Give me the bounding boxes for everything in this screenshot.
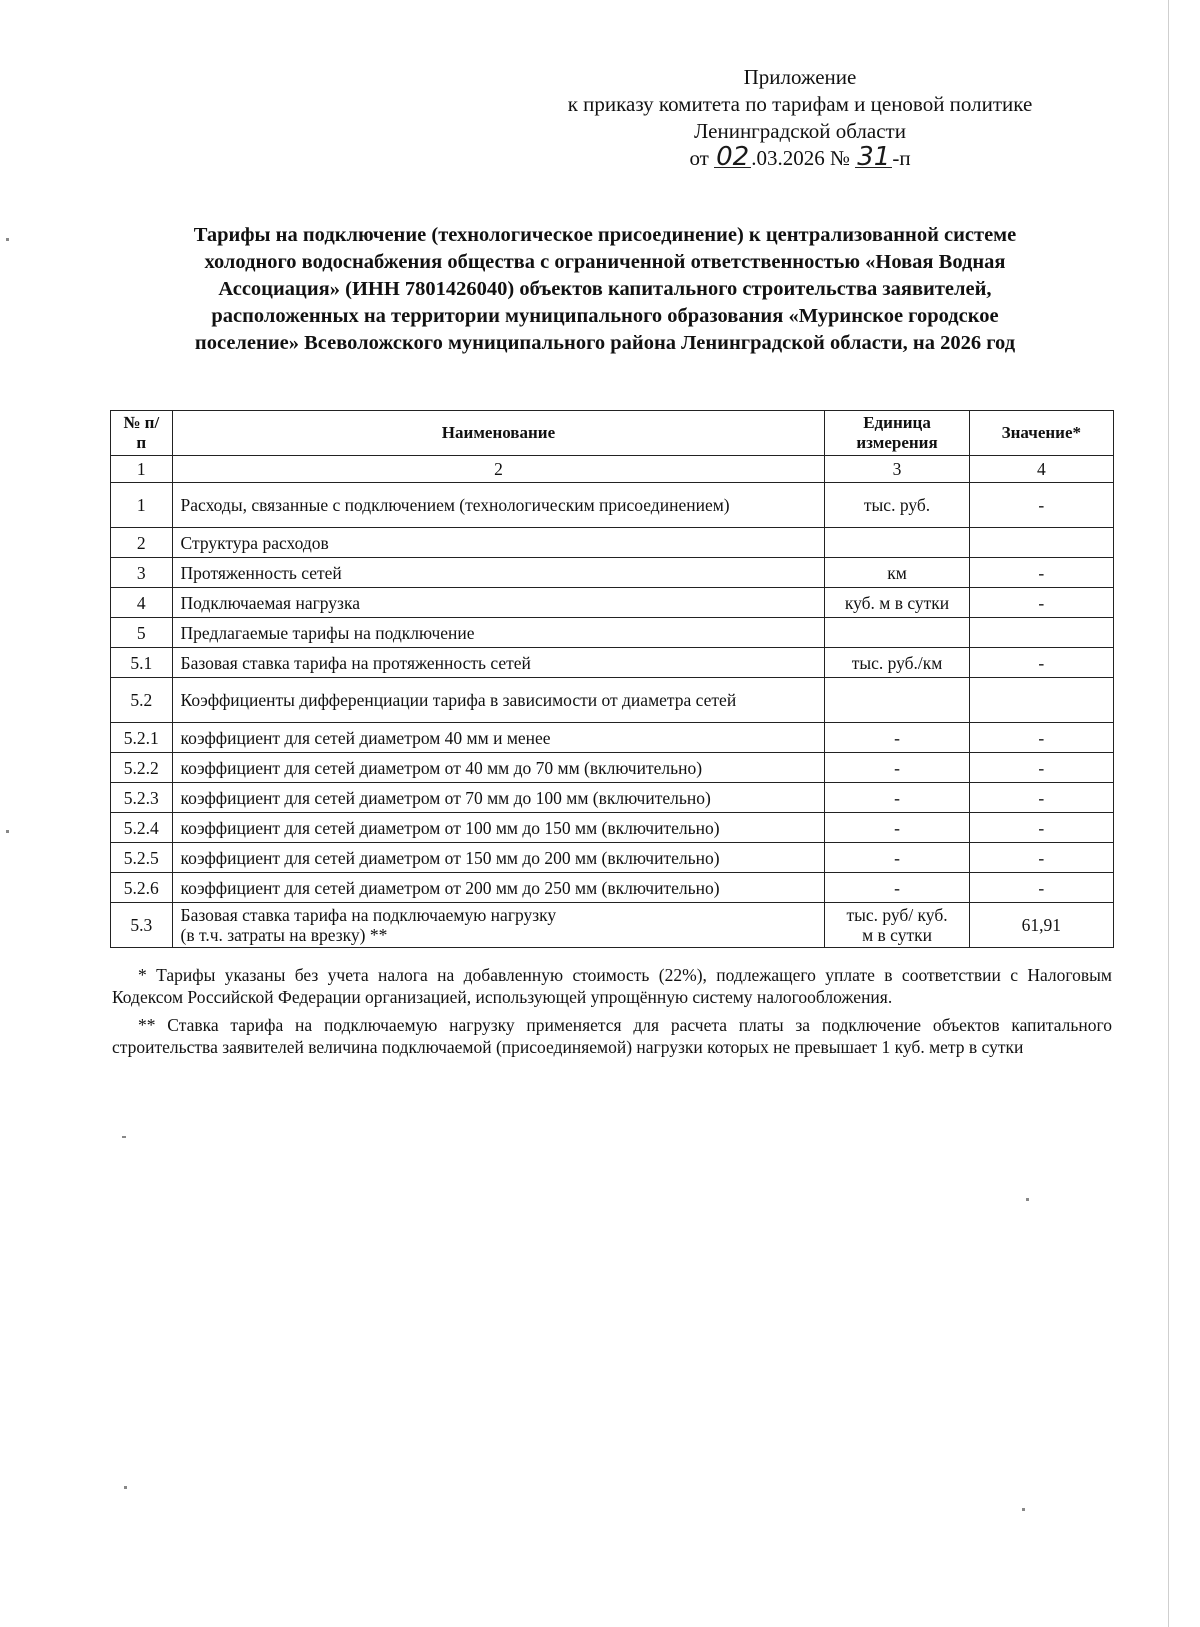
footnote-load-rate: ** Ставка тарифа на подключаемую нагрузку применяется для расчета платы за подключение объектов капитального строительства заявителей величина подключаемой (присоединяемой) нагрузки которых не превышает 1 куб. метр в сутки xyxy=(112,1015,1112,1057)
row-unit-line: тыс. руб/ куб. xyxy=(846,905,948,925)
appendix-order-ref: к приказу комитета по тарифам и ценовой политике xyxy=(567,92,1033,116)
table-row xyxy=(111,618,1114,648)
title-line: холодного водоснабжения общества с ограниченной ответственностью «Новая Водная xyxy=(204,251,1006,273)
handwritten-order-number: 31 xyxy=(857,142,891,172)
scan-speck xyxy=(1026,1198,1029,1201)
row-name-line: Базовая ставка тарифа на подключаемую нагрузку xyxy=(180,905,557,925)
row-value: - xyxy=(969,843,1113,873)
row-num: 3 xyxy=(111,558,173,588)
header-value: Значение* xyxy=(969,411,1113,456)
table-header-row xyxy=(111,411,1114,456)
row-value: - xyxy=(969,588,1113,618)
handwritten-day: 02 xyxy=(716,142,750,172)
date-rest: .03.2026 № xyxy=(751,146,850,170)
title-line: Ассоциация» (ИНН 7801426040) объектов капитального строительства заявителей, xyxy=(218,278,992,300)
row-unit: - xyxy=(825,843,969,873)
order-suffix: -п xyxy=(892,146,911,170)
row-unit xyxy=(825,618,969,648)
row-num: 5.2.4 xyxy=(111,813,173,843)
table-row xyxy=(111,783,1114,813)
row-value: - xyxy=(969,783,1113,813)
row-name: Базовая ставка тарифа на протяженность сетей xyxy=(172,648,825,678)
index-cell: 1 xyxy=(111,456,173,483)
row-num: 5.2.5 xyxy=(111,843,173,873)
row-value: - xyxy=(969,648,1113,678)
row-unit: - xyxy=(825,783,969,813)
row-name: коэффициент для сетей диаметром от 100 мм до 150 мм (включительно) xyxy=(172,813,825,843)
appendix-header xyxy=(520,64,1080,172)
scan-speck xyxy=(124,1486,127,1489)
row-unit: тыс. руб. xyxy=(825,483,969,528)
row-name xyxy=(172,903,825,948)
index-cell: 2 xyxy=(172,456,825,483)
scan-speck xyxy=(122,1136,126,1138)
row-num: 4 xyxy=(111,588,173,618)
row-value xyxy=(969,618,1113,648)
row-num: 5.2 xyxy=(111,678,173,723)
footnote-vat: * Тарифы указаны без учета налога на добавленную стоимость (22%), подлежащего уплате в соответствии с Налоговым Кодексом Российской Федерации организацией, использующей упрощённую систему налогообложения. xyxy=(112,965,1112,1007)
scan-speck xyxy=(6,830,9,833)
date-prefix: от xyxy=(689,146,709,170)
row-unit: км xyxy=(825,558,969,588)
row-value: 61,91 xyxy=(969,903,1113,948)
table-row xyxy=(111,903,1114,948)
appendix-date-line xyxy=(520,142,1080,172)
row-name: Расходы, связанные с подключением (технологическим присоединением) xyxy=(172,483,825,528)
appendix-region: Ленинградской области xyxy=(694,119,906,143)
row-unit xyxy=(825,528,969,558)
title-line: расположенных на территории муниципального образования «Муринское городское xyxy=(211,305,999,327)
row-name: коэффициент для сетей диаметром 40 мм и менее xyxy=(172,723,825,753)
header-unit: Единица измерения xyxy=(825,411,969,456)
column-index-row xyxy=(111,456,1114,483)
row-unit-line: м в сутки xyxy=(862,925,932,945)
row-num: 5.3 xyxy=(111,903,173,948)
row-num: 5.2.6 xyxy=(111,873,173,903)
row-num: 5.2.3 xyxy=(111,783,173,813)
row-unit: тыс. руб./км xyxy=(825,648,969,678)
row-unit: - xyxy=(825,723,969,753)
table-row xyxy=(111,528,1114,558)
row-num: 5.2.2 xyxy=(111,753,173,783)
tariff-table xyxy=(110,410,1114,948)
row-name: Структура расходов xyxy=(172,528,825,558)
row-value xyxy=(969,678,1113,723)
scan-speck xyxy=(6,238,9,241)
row-name: коэффициент для сетей диаметром от 200 мм до 250 мм (включительно) xyxy=(172,873,825,903)
row-value: - xyxy=(969,723,1113,753)
table-row xyxy=(111,588,1114,618)
row-name: Протяженность сетей xyxy=(172,558,825,588)
title-line: Тарифы на подключение (технологическое присоединение) к централизованной системе xyxy=(193,224,1017,246)
table-row xyxy=(111,813,1114,843)
row-num: 5 xyxy=(111,618,173,648)
table-row xyxy=(111,723,1114,753)
table-row xyxy=(111,648,1114,678)
row-num: 5.2.1 xyxy=(111,723,173,753)
row-unit: куб. м в сутки xyxy=(825,588,969,618)
index-cell: 4 xyxy=(969,456,1113,483)
appendix-label: Приложение xyxy=(743,65,857,89)
table-row xyxy=(111,873,1114,903)
row-unit: - xyxy=(825,873,969,903)
row-name: коэффициент для сетей диаметром от 40 мм до 70 мм (включительно) xyxy=(172,753,825,783)
table-row xyxy=(111,678,1114,723)
table-row xyxy=(111,558,1114,588)
row-value: - xyxy=(969,483,1113,528)
row-unit: - xyxy=(825,813,969,843)
index-cell: 3 xyxy=(825,456,969,483)
row-unit: - xyxy=(825,753,969,783)
row-unit xyxy=(825,678,969,723)
footnotes xyxy=(112,964,1112,1064)
scan-edge-line xyxy=(1168,0,1169,1627)
row-value: - xyxy=(969,558,1113,588)
row-name: коэффициент для сетей диаметром от 150 мм до 200 мм (включительно) xyxy=(172,843,825,873)
row-name: Коэффициенты дифференциации тарифа в зависимости от диаметра сетей xyxy=(172,678,825,723)
row-num: 1 xyxy=(111,483,173,528)
row-num: 2 xyxy=(111,528,173,558)
document-title xyxy=(105,222,1105,357)
row-name: коэффициент для сетей диаметром от 70 мм до 100 мм (включительно) xyxy=(172,783,825,813)
row-name: Предлагаемые тарифы на подключение xyxy=(172,618,825,648)
table-row xyxy=(111,753,1114,783)
row-value: - xyxy=(969,813,1113,843)
row-name-line: (в т.ч. затраты на врезку) ** xyxy=(180,925,388,945)
row-value: - xyxy=(969,873,1113,903)
table-row xyxy=(111,483,1114,528)
title-line: поселение» Всеволожского муниципального района Ленинградской области, на 2026 год xyxy=(194,332,1016,354)
row-num: 5.1 xyxy=(111,648,173,678)
row-unit xyxy=(825,903,969,948)
header-num: № п/п xyxy=(111,411,173,456)
row-value: - xyxy=(969,753,1113,783)
table-row xyxy=(111,843,1114,873)
row-value xyxy=(969,528,1113,558)
scan-speck xyxy=(1022,1508,1025,1511)
row-name: Подключаемая нагрузка xyxy=(172,588,825,618)
header-name: Наименование xyxy=(172,411,825,456)
